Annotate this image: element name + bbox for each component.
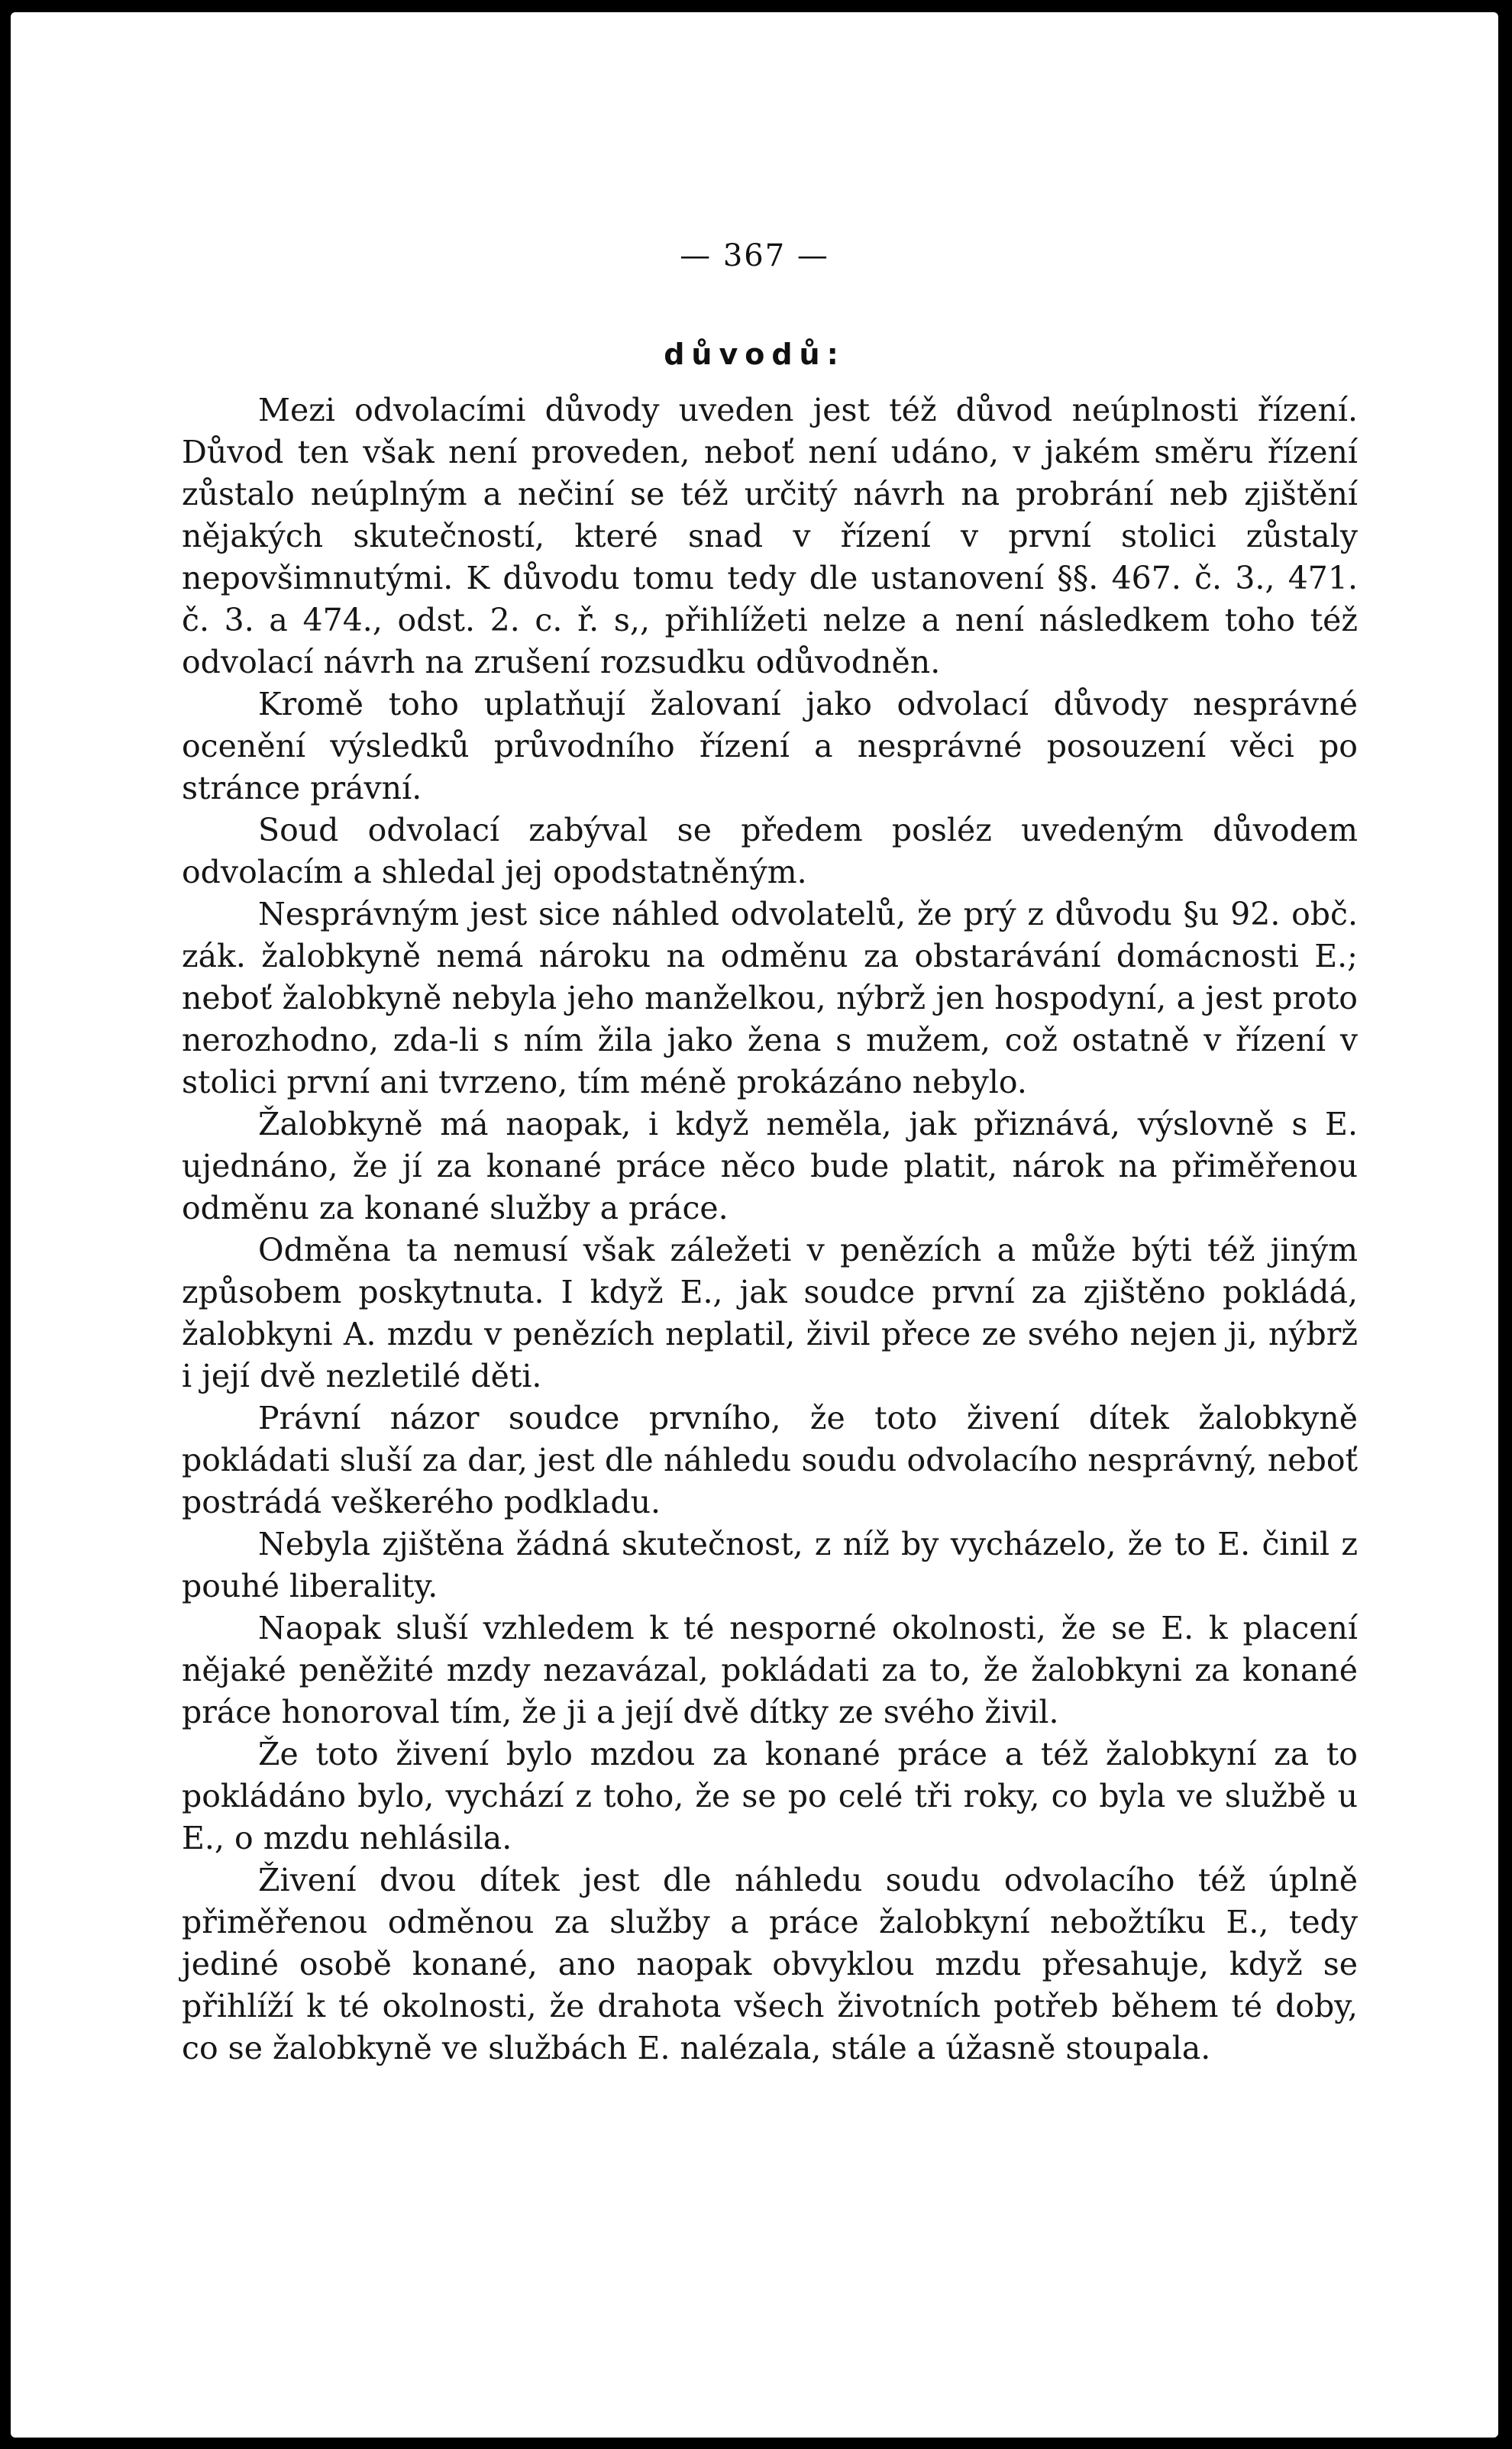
paragraph: Nesprávným jest sice náhled odvolatelů, že prý z důvodu §u 92. obč. zák. žalobkyně nemá nároku na odměnu za obstarávání domácnosti E.; neboť žalobkyně nebyla jeho manželkou, nýbrž jen hospodyní, a jest proto nerozhodno, zda-li s ním žila jako žena s mužem, což ostatně v řízení v stolici první ani tvrzeno, tím méně prokázáno nebylo.: [182, 896, 1358, 1100]
paragraph: Soud odvolací zabýval se předem posléz uvedeným důvodem odvolacím a shledal jej opodstatněným.: [182, 812, 1358, 890]
paragraph: Živení dvou dítek jest dle náhledu soudu odvolacího též úplně přiměřenou odměnou za služby a práce žalobkyní nebožtíku E., tedy jediné osobě konané, ano naopak obvyklou mzdu přesahuje, když se přihlíží k té okolnosti, že drahota všech životních potřeb během té doby, co se žalobkyně ve službách E. nalézala, stále a úžasně stoupala.: [182, 1862, 1358, 2066]
paragraph: Žalobkyně má naopak, i když neměla, jak přiznává, výslovně s E. ujednáno, že jí za konané práce něco bude platit, nárok na přiměřenou odměnu za konané služby a práce.: [182, 1106, 1358, 1226]
document-page: [11, 12, 1498, 2438]
paragraph: Právní názor soudce prvního, že toto živení dítek žalobkyně pokládati sluší za dar, jest dle náhledu soudu odvolacího nesprávný, neboť postrádá veškerého podkladu.: [182, 1400, 1358, 1520]
page-number: — 367 —: [680, 238, 829, 273]
paragraph: Že toto živení bylo mzdou za konané práce a též žalobkyní za to pokládáno bylo, vychází z toho, že se po celé tři roky, co byla ve službě u E., o mzdu nehlásila.: [182, 1736, 1358, 1856]
paragraph: Naopak sluší vzhledem k té nesporné okolnosti, že se E. k placení nějaké peněžité mzdy nezavázal, pokládati za to, že žalobkyni za konané práce honoroval tím, že ji a její dvě dítky ze svého živil.: [182, 1610, 1358, 1730]
paragraph: Mezi odvolacími důvody uveden jest též důvod neúplnosti řízení. Důvod ten však není proveden, neboť není udáno, v jakém směru řízení zůstalo neúplným a nečiní se též určitý návrh na probrání neb zjištění nějakých skutečností, které snad v řízení v první stolici zůstaly nepovšimnutými. K důvodu tomu tedy dle ustanovení §§. 467. č. 3., 471. č. 3. a 474., odst. 2. c. ř. s,, přihlížeti nelze a není následkem toho též odvolací návrh na zrušení rozsudku odůvodněn.: [182, 392, 1358, 680]
paragraph: Odměna ta nemusí však záležeti v penězích a může býti též jiným způsobem poskytnuta. I když E., jak soudce první za zjištěno pokládá, žalobkyni A. mzdu v penězích neplatil, živil přece ze svého nejen ji, nýbrž i její dvě nezletilé děti.: [182, 1232, 1358, 1394]
paragraph: Kromě toho uplatňují žalovaní jako odvolací důvody nesprávné ocenění výsledků průvodního řízení a nesprávné posouzení věci po stránce právní.: [182, 686, 1358, 806]
section-heading: důvodů:: [664, 338, 845, 371]
body-text: [182, 389, 1358, 2069]
paragraph: Nebyla zjištěna žádná skutečnost, z níž by vycházelo, že to E. činil z pouhé liberality.: [182, 1526, 1358, 1604]
